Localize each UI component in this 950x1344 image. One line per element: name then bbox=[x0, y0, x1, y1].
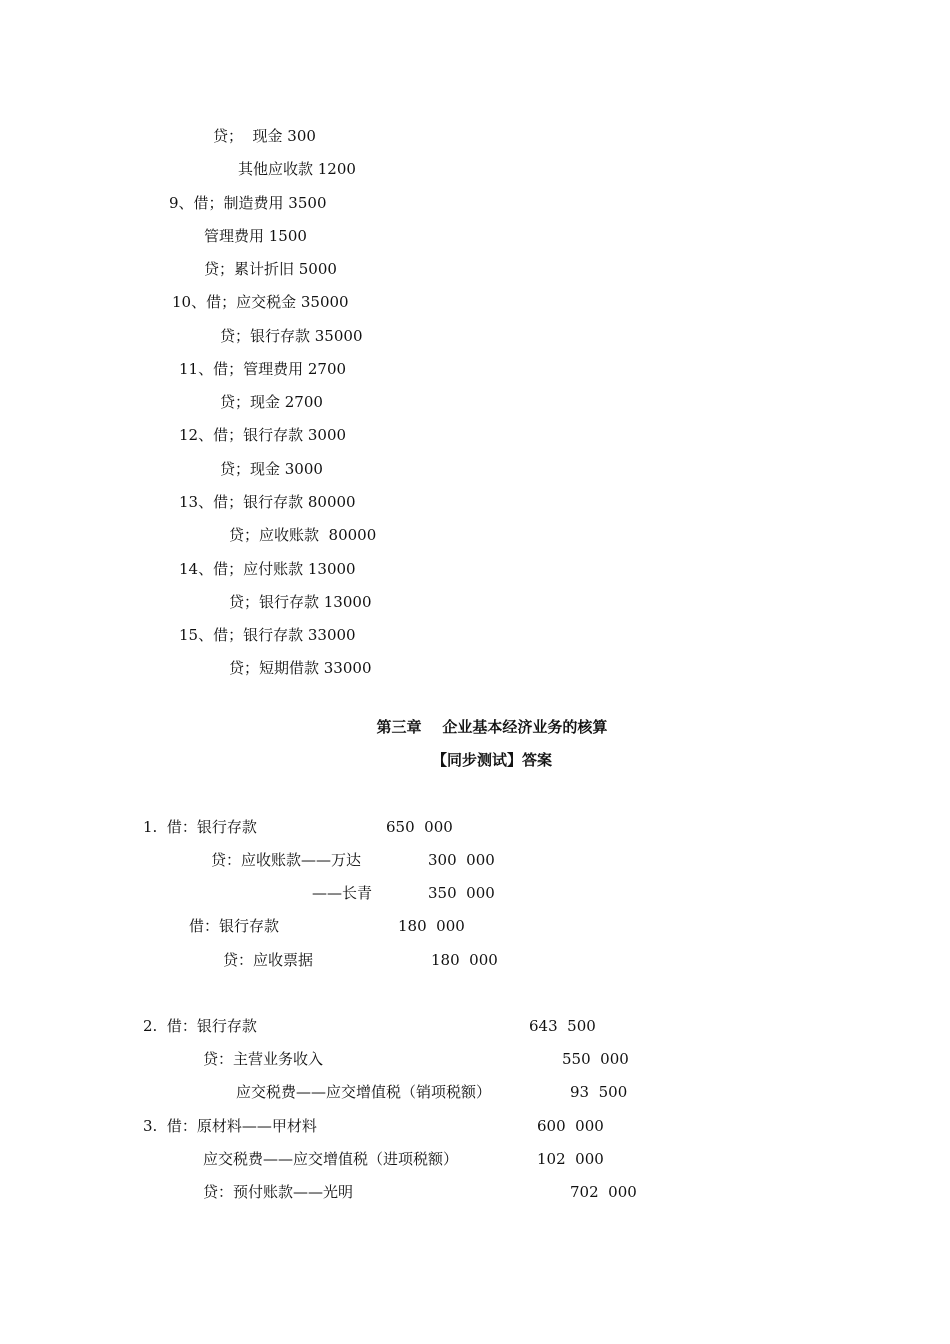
entry-line: 10、借；应交税金 35000 bbox=[172, 293, 349, 311]
chapter-title: 第三章 企业基本经济业务的核算 bbox=[376, 718, 608, 736]
answer-line: 3. 借：原材料——甲材料 bbox=[143, 1117, 317, 1135]
entry-line: 贷； 现金 300 bbox=[213, 127, 316, 145]
answer-amount: 600 000 bbox=[537, 1117, 604, 1135]
entry-line: 贷；应收账款 80000 bbox=[229, 526, 377, 544]
entry-line: 15、借；银行存款 33000 bbox=[179, 626, 356, 644]
answer-amount: 300 000 bbox=[428, 851, 495, 869]
answer-line: 贷：应收账款——万达 bbox=[211, 851, 362, 869]
entry-line: 贷；现金 3000 bbox=[220, 460, 323, 478]
entry-line: 贷；短期借款 33000 bbox=[229, 659, 372, 677]
answer-amount: 643 500 bbox=[529, 1017, 596, 1035]
answer-amount: 650 000 bbox=[386, 818, 453, 836]
answer-line: 应交税费——应交增值税（进项税额） bbox=[203, 1150, 459, 1168]
entry-line: 9、借；制造费用 3500 bbox=[169, 194, 327, 212]
answer-amount: 350 000 bbox=[428, 884, 495, 902]
answer-line: 1. 借：银行存款 bbox=[143, 818, 257, 836]
answer-amount: 102 000 bbox=[537, 1150, 604, 1168]
answer-amount: 93 500 bbox=[570, 1083, 628, 1101]
entry-line: 贷；银行存款 35000 bbox=[220, 327, 363, 345]
entry-line: 11、借；管理费用 2700 bbox=[179, 360, 347, 378]
entry-line: 13、借；银行存款 80000 bbox=[179, 493, 356, 511]
entry-line: 其他应收款 1200 bbox=[238, 160, 356, 178]
entry-line: 贷；现金 2700 bbox=[220, 393, 323, 411]
section-title: 【同步测试】答案 bbox=[431, 751, 552, 769]
entry-line: 管理费用 1500 bbox=[204, 227, 307, 245]
answer-line: 贷：应收票据 bbox=[223, 951, 314, 969]
answer-amount: 702 000 bbox=[570, 1183, 637, 1201]
entry-line: 12、借；银行存款 3000 bbox=[179, 426, 347, 444]
entry-line: 14、借；应付账款 13000 bbox=[179, 560, 356, 578]
entry-line: 贷；累计折旧 5000 bbox=[204, 260, 337, 278]
answer-line: 贷：主营业务收入 bbox=[203, 1050, 324, 1068]
answer-amount: 550 000 bbox=[562, 1050, 629, 1068]
answer-line: 应交税费——应交增值税（销项税额） bbox=[236, 1083, 492, 1101]
answer-amount: 180 000 bbox=[398, 917, 465, 935]
entry-line: 贷；银行存款 13000 bbox=[229, 593, 372, 611]
answer-line: 2. 借：银行存款 bbox=[143, 1017, 257, 1035]
answer-amount: 180 000 bbox=[431, 951, 498, 969]
answer-line: 贷：预付账款——光明 bbox=[203, 1183, 354, 1201]
answer-line: ——长青 bbox=[312, 884, 373, 902]
answer-line: 借：银行存款 bbox=[189, 917, 280, 935]
